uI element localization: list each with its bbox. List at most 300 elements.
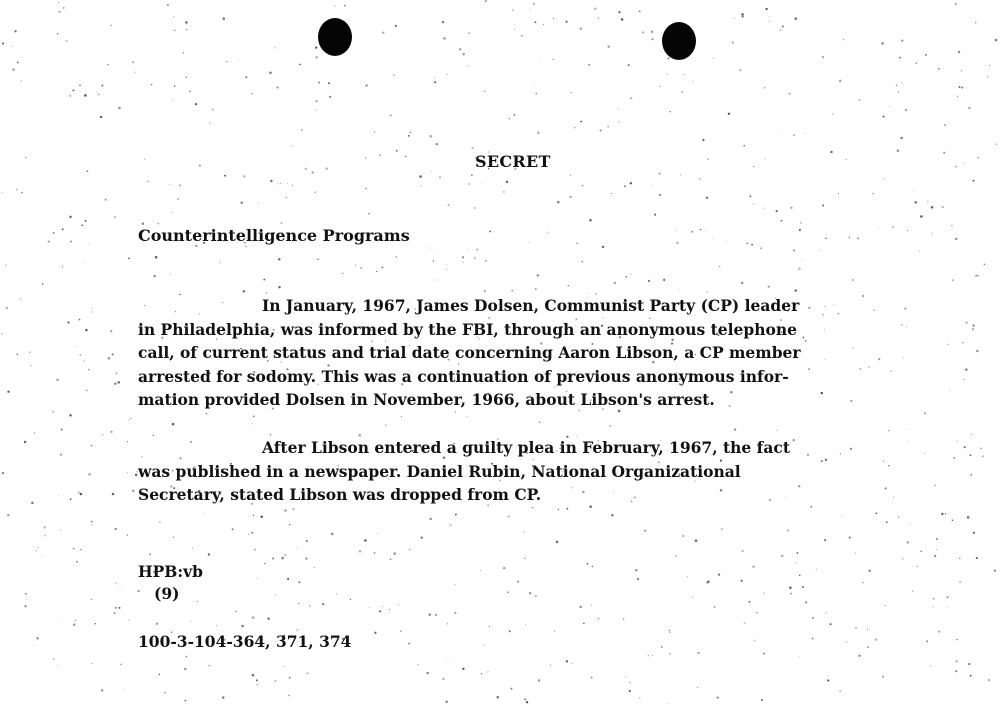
speckle <box>804 133 805 134</box>
speckle <box>910 524 911 525</box>
speckle <box>25 157 27 159</box>
speckle <box>448 661 449 662</box>
speckle <box>101 85 103 87</box>
speckle <box>741 550 743 552</box>
speckle <box>846 642 847 643</box>
speckle <box>749 601 751 603</box>
speckle <box>802 259 803 260</box>
speckle <box>186 656 188 658</box>
speckle <box>799 656 800 657</box>
speckle <box>382 267 384 269</box>
speckle <box>938 68 940 70</box>
speckle <box>284 509 286 511</box>
speckle <box>462 53 464 55</box>
speckle <box>975 274 977 276</box>
speckle <box>274 47 275 48</box>
speckle <box>885 605 886 606</box>
speckle <box>374 132 375 133</box>
speckle <box>393 75 395 77</box>
speckle <box>12 46 13 47</box>
speckle <box>609 425 611 427</box>
speckle <box>342 273 343 274</box>
speckle <box>907 541 909 543</box>
speckle <box>6 307 9 310</box>
speckle <box>487 671 488 672</box>
speckle <box>223 17 226 20</box>
punch-hole-left <box>318 18 352 56</box>
speckle <box>630 97 632 99</box>
speckle <box>903 357 904 358</box>
speckle <box>318 82 320 84</box>
speckle <box>680 175 681 176</box>
speckle <box>385 424 387 426</box>
speckle <box>959 581 961 583</box>
speckle <box>85 220 87 222</box>
speckle <box>260 516 263 519</box>
speckle <box>712 238 713 239</box>
speckle <box>912 590 914 592</box>
speckle <box>543 24 544 25</box>
speckle <box>820 250 821 251</box>
speckle <box>297 547 298 548</box>
speckle <box>858 655 860 657</box>
speckle <box>764 87 766 89</box>
speckle <box>697 687 698 688</box>
speckle <box>721 528 722 529</box>
paragraph-2-line: Secretary, stated Libson was dropped from CP. <box>138 485 542 504</box>
speckle <box>970 675 972 677</box>
speckle <box>765 8 767 10</box>
speckle <box>582 185 584 187</box>
speckle <box>442 21 445 24</box>
speckle <box>537 132 540 135</box>
speckle <box>581 261 583 263</box>
speckle <box>965 369 967 371</box>
speckle <box>924 413 926 415</box>
speckle <box>765 158 766 159</box>
speckle <box>390 114 392 116</box>
speckle <box>305 557 307 559</box>
speckle <box>796 562 797 563</box>
speckle <box>799 574 801 576</box>
speckle <box>550 665 552 667</box>
speckle <box>908 440 909 441</box>
speckle <box>322 603 324 605</box>
speckle <box>306 672 308 674</box>
speckle <box>955 670 957 672</box>
speckle <box>31 502 34 505</box>
speckle <box>301 129 302 130</box>
speckle <box>825 237 827 239</box>
speckle <box>374 632 376 634</box>
speckle <box>85 329 87 331</box>
speckle <box>695 539 698 542</box>
speckle <box>984 264 985 265</box>
speckle <box>987 76 988 77</box>
speckle <box>144 159 145 160</box>
punch-hole-right <box>662 22 696 60</box>
speckle <box>434 81 436 83</box>
speckle <box>764 593 765 594</box>
paragraph-2-line: After Libson entered a guilty plea in February, 1967, the fact <box>262 438 790 457</box>
speckle <box>86 390 88 392</box>
speckle <box>174 29 176 31</box>
speckle <box>503 567 505 569</box>
speckle <box>509 118 510 119</box>
speckle <box>552 59 554 61</box>
speckle <box>805 601 807 603</box>
speckle <box>142 222 144 224</box>
speckle <box>63 7 65 9</box>
speckle <box>794 17 797 20</box>
speckle <box>436 143 438 145</box>
speckle <box>272 558 274 560</box>
speckle <box>964 163 965 164</box>
speckle <box>539 61 540 62</box>
speckle <box>995 39 998 42</box>
speckle <box>69 216 71 218</box>
speckle <box>238 59 239 60</box>
speckle <box>128 620 129 621</box>
speckle <box>883 460 884 461</box>
speckle <box>931 206 934 209</box>
speckle <box>514 29 515 30</box>
speckle <box>91 663 92 664</box>
speckle <box>154 275 156 277</box>
speckle <box>235 611 236 612</box>
speckle <box>936 538 938 540</box>
speckle <box>905 109 907 111</box>
speckle <box>570 175 571 176</box>
speckle <box>206 413 207 414</box>
speckle <box>587 563 589 565</box>
speckle <box>252 616 255 619</box>
speckle <box>252 674 255 677</box>
speckle <box>930 666 931 667</box>
speckle <box>700 229 701 230</box>
speckle <box>186 77 187 78</box>
speckle <box>43 526 45 528</box>
speckle <box>855 627 856 628</box>
speckle <box>476 249 478 251</box>
speckle <box>336 593 337 594</box>
speckle <box>1 333 3 335</box>
speckle <box>967 516 970 519</box>
speckle <box>254 549 256 551</box>
paragraph-1 <box>138 294 878 412</box>
speckle <box>899 57 901 59</box>
speckle <box>471 147 473 149</box>
speckle <box>635 569 637 571</box>
speckle <box>924 453 925 454</box>
speckle <box>629 682 630 683</box>
speckle <box>883 178 884 179</box>
speckle <box>252 423 253 424</box>
speckle <box>968 663 970 665</box>
speckle <box>408 643 410 645</box>
speckle <box>114 528 116 530</box>
speckle <box>116 372 118 374</box>
speckle <box>17 62 19 64</box>
speckle <box>554 630 555 631</box>
speckle <box>914 191 915 192</box>
speckle <box>195 103 197 105</box>
speckle <box>447 623 448 624</box>
speckle <box>468 65 469 66</box>
speckle <box>76 346 77 347</box>
speckle <box>429 135 432 138</box>
speckle <box>184 700 186 702</box>
speckle <box>92 524 93 525</box>
speckle <box>58 619 59 620</box>
speckle <box>132 61 134 63</box>
speckle <box>859 99 861 101</box>
speckle <box>618 108 619 109</box>
speckle <box>669 630 670 631</box>
speckle <box>365 157 366 158</box>
speckle <box>443 37 445 39</box>
speckle <box>197 601 198 602</box>
speckle <box>101 689 103 691</box>
speckle <box>395 25 397 27</box>
speckle <box>980 447 982 449</box>
speckle <box>955 3 957 5</box>
speckle <box>920 215 923 218</box>
speckle <box>793 249 795 251</box>
speckle <box>462 668 464 670</box>
speckle <box>702 139 704 141</box>
speckle <box>889 106 890 107</box>
speckle <box>245 76 247 78</box>
speckle <box>204 513 205 514</box>
speckle <box>799 229 801 231</box>
speckle <box>916 565 918 567</box>
speckle <box>274 680 276 682</box>
speckle <box>374 552 376 554</box>
speckle <box>713 58 714 59</box>
speckle <box>471 174 472 175</box>
speckle <box>430 518 432 520</box>
speckle <box>661 646 663 648</box>
speckle <box>800 222 802 224</box>
speckle <box>839 80 841 82</box>
speckle <box>195 245 197 247</box>
speckle <box>25 593 27 595</box>
speckle <box>947 344 948 345</box>
speckle <box>209 122 210 123</box>
speckle <box>900 137 903 140</box>
speckle <box>822 56 824 58</box>
speckle <box>199 165 201 167</box>
speckle <box>115 607 117 609</box>
speckle <box>263 279 265 281</box>
speckle <box>379 154 381 156</box>
speckle <box>867 646 869 648</box>
speckle <box>506 181 508 183</box>
speckle <box>614 282 616 284</box>
speckle <box>893 497 894 498</box>
speckle <box>12 68 15 71</box>
speckle <box>257 578 258 579</box>
speckle <box>36 550 37 551</box>
copy-count: (9) <box>154 584 180 603</box>
speckle <box>574 127 575 128</box>
speckle <box>898 516 900 518</box>
speckle <box>529 242 530 243</box>
speckle <box>315 56 317 58</box>
speckle <box>91 445 93 447</box>
speckle <box>455 514 457 516</box>
speckle <box>888 465 890 467</box>
speckle <box>30 365 31 366</box>
speckle <box>591 676 593 678</box>
speckle <box>442 678 444 680</box>
speckle <box>885 487 887 489</box>
speckle <box>7 390 9 392</box>
speckle <box>855 552 856 553</box>
speckle <box>190 621 191 622</box>
speckle <box>484 290 486 292</box>
speckle <box>158 223 159 224</box>
speckle <box>971 434 972 435</box>
speckle <box>977 275 978 276</box>
speckle <box>947 596 949 598</box>
speckle <box>669 653 671 655</box>
speckle <box>742 16 744 18</box>
speckle <box>365 188 367 190</box>
speckle <box>264 563 265 564</box>
speckle <box>328 82 330 84</box>
speckle <box>174 85 176 87</box>
speckle <box>42 555 43 556</box>
classification-marking: SECRET <box>475 152 551 171</box>
speckle <box>763 653 765 655</box>
speckle <box>822 204 824 206</box>
speckle <box>943 152 945 154</box>
speckle <box>756 612 757 613</box>
speckle <box>390 559 392 561</box>
speckle <box>435 614 437 616</box>
speckle <box>790 593 792 595</box>
speckle <box>607 126 608 127</box>
speckle <box>945 513 946 514</box>
speckle <box>38 547 39 548</box>
speckle <box>651 31 653 33</box>
speckle <box>523 531 524 532</box>
speckle <box>878 358 880 360</box>
speckle <box>110 330 112 332</box>
speckle <box>972 328 974 330</box>
speckle <box>111 431 113 433</box>
speckle <box>369 607 370 608</box>
speckle <box>170 273 171 274</box>
speckle <box>365 84 367 86</box>
speckle <box>914 201 916 203</box>
speckle <box>326 167 328 169</box>
speckle <box>400 630 401 631</box>
speckle <box>744 622 746 624</box>
speckle <box>941 513 943 515</box>
speckle <box>455 411 456 412</box>
speckle <box>305 168 307 170</box>
speckle <box>251 532 253 534</box>
speckle <box>467 416 468 417</box>
speckle <box>396 150 398 152</box>
speckle <box>401 416 402 417</box>
speckle <box>568 285 569 286</box>
speckle <box>73 548 75 550</box>
speckle <box>189 90 191 92</box>
speckle <box>331 533 334 536</box>
speckle <box>489 626 490 627</box>
speckle <box>280 183 281 184</box>
speckle <box>167 4 169 6</box>
speckle <box>410 132 412 134</box>
speckle <box>92 308 93 309</box>
speckle <box>496 696 498 698</box>
speckle <box>73 623 76 626</box>
speckle <box>111 25 112 26</box>
speckle <box>132 490 134 492</box>
speckle <box>947 607 948 608</box>
speckle <box>547 232 548 233</box>
speckle <box>692 597 693 598</box>
speckle <box>481 673 483 675</box>
speckle <box>849 537 851 539</box>
speckle <box>752 565 754 567</box>
speckle <box>692 81 693 82</box>
speckle <box>84 361 85 362</box>
speckle <box>878 227 879 228</box>
speckle <box>521 35 523 37</box>
speckle <box>728 113 730 115</box>
speckle <box>919 251 920 252</box>
speckle <box>80 549 81 550</box>
speckle <box>891 371 892 372</box>
speckle <box>534 21 536 23</box>
speckle <box>368 213 370 215</box>
speckle <box>251 93 253 95</box>
speckle <box>535 595 537 597</box>
speckle <box>970 454 972 456</box>
speckle <box>315 100 317 102</box>
speckle <box>360 267 362 269</box>
speckle <box>21 192 22 193</box>
speckle <box>224 175 226 177</box>
speckle <box>952 519 953 520</box>
speckle <box>697 652 699 654</box>
speckle <box>80 354 81 355</box>
speckle <box>62 266 63 267</box>
speckle <box>257 684 259 686</box>
speckle <box>70 241 72 243</box>
speckle <box>718 573 720 575</box>
speckle <box>119 607 121 609</box>
speckle <box>509 630 511 632</box>
speckle <box>72 89 74 91</box>
speckle <box>276 86 278 88</box>
speckle <box>580 121 582 123</box>
speckle <box>91 521 93 523</box>
speckle <box>753 203 754 204</box>
speckle <box>959 558 961 560</box>
speckle <box>857 237 859 239</box>
speckle <box>996 143 997 144</box>
speckle <box>901 324 903 326</box>
speckle <box>66 40 68 42</box>
speckle <box>719 265 721 267</box>
speckle <box>779 29 781 31</box>
